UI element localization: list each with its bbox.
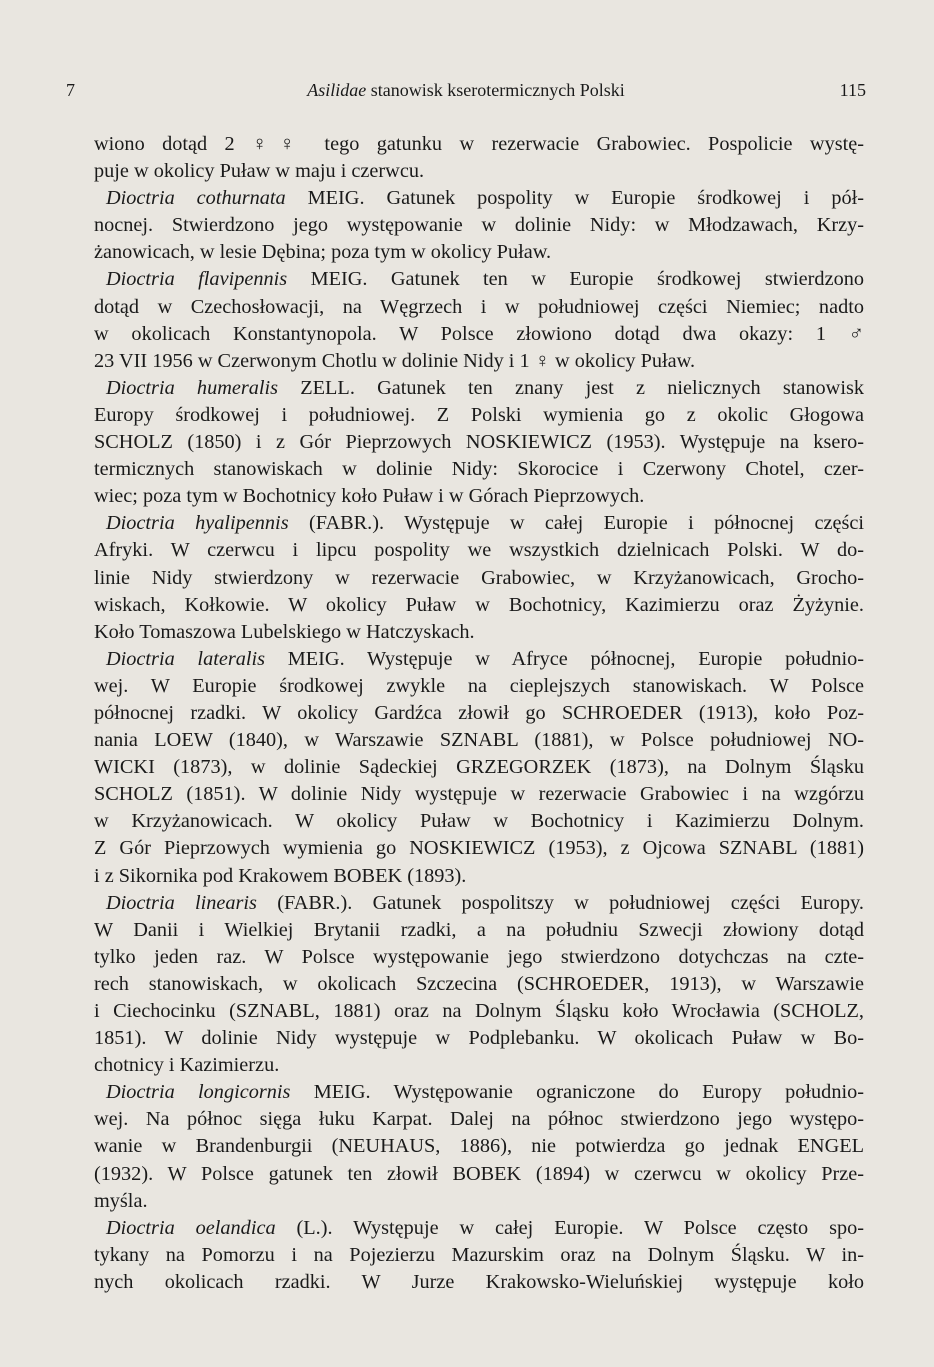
text-line [94,158,864,185]
line-text: myśla. [94,1189,148,1212]
text-line [94,321,864,348]
line-text: Europy środkowej i południowej. Z Polski wymienia go z okolic Głogowa [94,403,864,426]
line-text: WICKI (1873), w dolinie Sądeckiej GRZEGORZEK (1873), na Dolnym Śląsku [94,756,864,779]
text-line [94,971,864,998]
text-line [94,998,864,1025]
text-line [94,266,864,293]
page-number: 115 [839,80,866,100]
text-line [94,565,864,592]
text-line [94,863,864,890]
text-line [94,1133,864,1160]
line-text: SCHOLZ (1851). W dolinie Nidy występuje w rezerwacie Grabowiec i na wzgórzu [94,783,864,806]
line-text: termicznych stanowiskach w dolinie Nidy: Skorocice i Czerwony Chotel, czer- [94,458,864,481]
text-line [94,700,864,727]
text-line [94,727,864,754]
text-line [94,375,864,402]
text-line [94,592,864,619]
line-text: w okolicach Konstantynopola. W Polsce złowiono dotąd dwa okazy: 1 ♂ [94,322,864,345]
line-text: tykany na Pomorzu i na Pojezierzu Mazurskim oraz na Dolnym Śląsku. W in- [94,1243,864,1266]
line-text: (L.). Występuje w całej Europie. W Polsce często spo- [275,1216,864,1239]
text-line [94,890,864,917]
line-text: żanowicach, w lesie Dębina; poza tym w okolicy Puław. [94,241,552,264]
page-marker: 7 [66,80,75,100]
line-text: MEIG. Występuje w Afryce północnej, Europie południo- [265,647,864,670]
line-text: MEIG. Występowanie ograniczone do Europy południo- [290,1081,864,1104]
text-line [94,212,864,239]
text-line [94,456,864,483]
line-text: puje w okolicy Puław w maju i czerwcu. [94,160,425,183]
text-line [94,402,864,429]
species-name: Dioctria humeralis [106,376,279,399]
text-line [94,1106,864,1133]
line-text: Afryki. W czerwcu i lipcu pospolity we wszystkich dzielnicach Polski. W do- [94,539,864,562]
text-line [94,646,864,673]
line-text: wiec; poza tym w Bochotnicy koło Puław i w Górach Pieprzowych. [94,485,645,508]
line-text: nocnej. Stwierdzono jego występowanie w dolinie Nidy: w Młodzawach, Krzy- [94,214,864,237]
line-text: i z Sikornika pod Krakowem BOBEK (1893). [94,864,467,887]
body-text [94,131,864,1296]
text-line [94,131,864,158]
line-text: Koło Tomaszowa Lubelskiego w Hatczyskach. [94,620,475,643]
line-text: linie Nidy stwierdzony w rezerwacie Grabowiec, w Krzyżanowicach, Grocho- [94,566,864,589]
running-title-rest: stanowisk kserotermicznych Polski [366,80,625,100]
line-text: wiskach, Kołkowie. W okolicy Puław w Bochotnicy, Kazimierzu oraz Żyżynie. [94,593,864,616]
text-line [94,673,864,700]
species-name: Dioctria longicornis [106,1081,291,1104]
line-text: Z Gór Pieprzowych wymienia go NOSKIEWICZ (1953), z Ojcowa SZNABL (1881) [94,837,864,860]
line-text: i Ciechocinku (SZNABL, 1881) oraz na Dolnym Śląsku koło Wrocławia (SCHOLZ, [94,1000,864,1022]
line-text: (FABR.). Występuje w całej Europie i północnej części [288,512,864,535]
line-text: dotąd w Czechosłowacji, na Węgrzech i w południowej części Niemiec; nadto [94,295,864,318]
species-name: Dioctria oelandica [106,1216,276,1239]
text-line [94,510,864,537]
line-text: 23 VII 1956 w Czerwonym Chotlu w dolinie Nidy i 1 ♀ w okolicy Puław. [94,349,696,372]
line-text: tylko jeden raz. W Polsce występowanie jego stwierdzono dotychczas na czte- [94,945,864,968]
line-text: nych okolicach rzadki. W Jurze Krakowsko-Wieluńskiej występuje koło [94,1270,864,1293]
line-text: wanie w Brandenburgii (NEUHAUS, 1886), nie potwierdza go jednak ENGEL [94,1135,864,1158]
line-text: rech stanowiskach, w okolicach Szczecina (SCHROEDER, 1913), w Warszawie [94,972,864,995]
text-line [94,185,864,212]
line-text: wej. Na północ sięga łuku Karpat. Dalej na północ stwierdzono jego występo- [94,1108,864,1131]
running-title-italic: Asilidae [307,80,367,100]
text-line [94,1269,864,1296]
line-text: 1851). W dolinie Nidy występuje w Podplebanku. W okolicach Puław w Bo- [94,1027,864,1050]
text-line [94,754,864,781]
text-line [94,1052,864,1079]
line-text: SCHOLZ (1850) i z Gór Pieprzowych NOSKIEWICZ (1953). Występuje na ksero- [94,431,864,454]
line-text: (1932). W Polsce gatunek ten złowił BOBEK (1894) w czerwcu w okolicy Prze- [94,1162,864,1185]
text-line [94,1025,864,1052]
line-text: w Krzyżanowicach. W okolicy Puław w Bochotnicy i Kazimierzu Dolnym. [94,810,864,833]
text-line [94,348,864,375]
running-header [66,80,866,108]
text-line [94,239,864,266]
running-title [66,80,866,101]
text-line [94,1242,864,1269]
species-name: Dioctria flavipennis [106,268,288,291]
line-text: W Danii i Wielkiej Brytanii rzadki, a na południu Szwecji złowiony dotąd [94,918,864,941]
species-name: Dioctria hyalipennis [106,512,289,535]
line-text: wej. W Europie środkowej zwykle na cieplejszych stanowiskach. W Polsce [94,674,864,697]
text-line [94,1188,864,1215]
species-name: Dioctria lateralis [106,647,266,670]
text-line [94,537,864,564]
text-line [94,429,864,456]
text-line [94,1215,864,1242]
line-text: nania LOEW (1840), w Warszawie SZNABL (1881), w Polsce południowej NO- [94,729,864,752]
text-line [94,781,864,808]
text-line [94,294,864,321]
line-text: ZELL. Gatunek ten znany jest z nielicznych stanowisk [278,376,864,399]
line-text: MEIG. Gatunek pospolity w Europie środkowej i pół- [285,187,864,210]
line-text: MEIG. Gatunek ten w Europie środkowej stwierdzono [287,268,864,291]
text-line [94,944,864,971]
text-line [94,917,864,944]
species-name: Dioctria cothurnata [106,187,286,210]
text-line [94,835,864,862]
text-line [94,808,864,835]
text-line [94,619,864,646]
line-text: (FABR.). Gatunek pospolitszy w południowej części Europy. [256,891,864,914]
text-line [94,1161,864,1188]
species-name: Dioctria linearis [106,891,257,914]
text-line [94,483,864,510]
line-text: północnej rzadki. W okolicy Gardźca złowił go SCHROEDER (1913), koło Poz- [94,701,864,724]
line-text: wiono dotąd 2 ♀♀ tego gatunku w rezerwacie Grabowiec. Pospolicie wystę- [94,133,864,155]
text-line [94,1079,864,1106]
line-text: chotnicy i Kazimierzu. [94,1054,280,1077]
